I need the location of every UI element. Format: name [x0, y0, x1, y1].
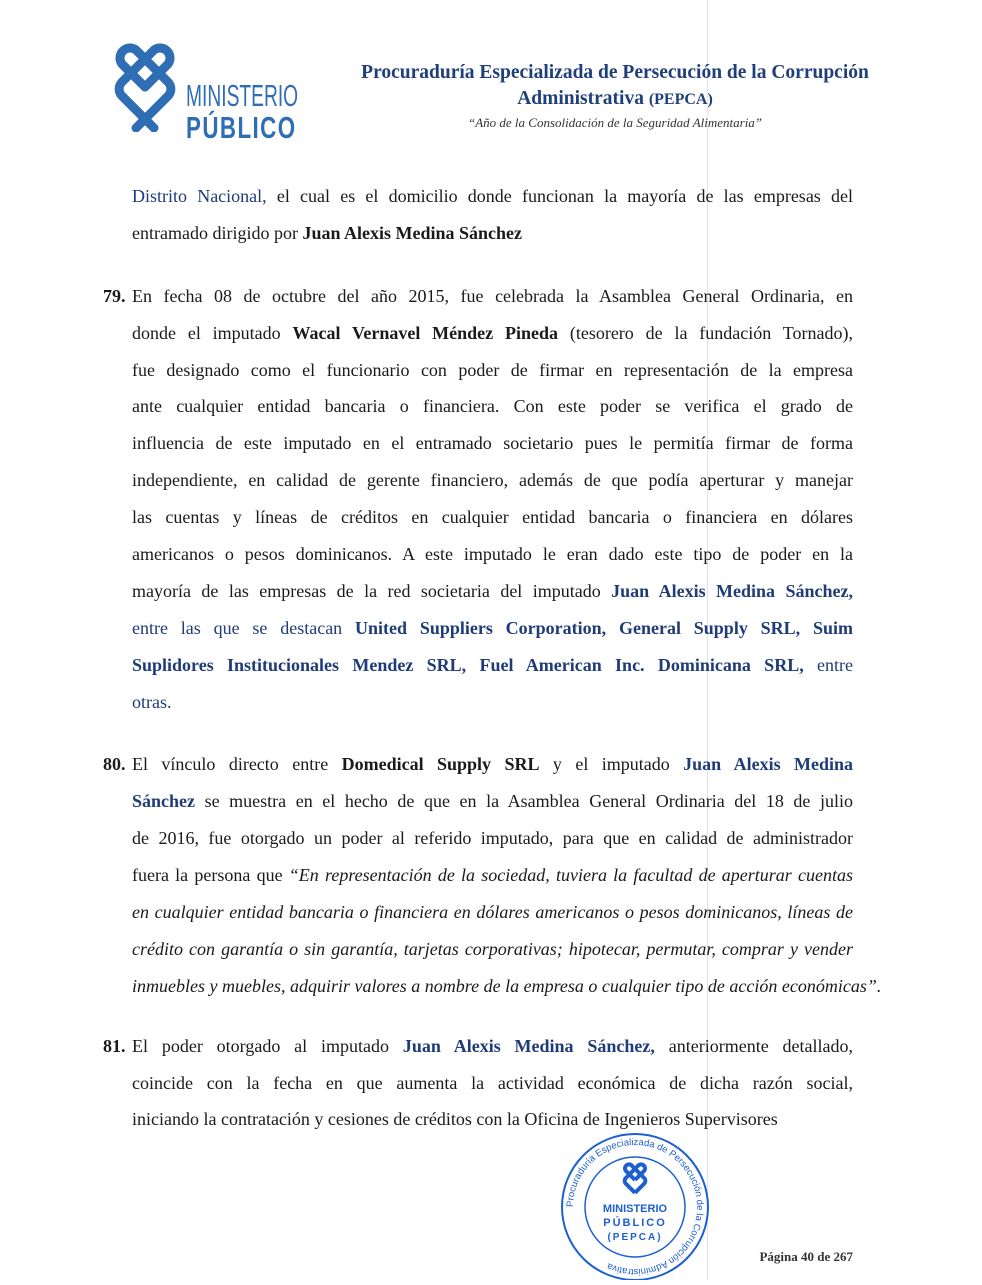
stamp-text-3: (PEPCA) [607, 1232, 663, 1243]
text-segment: influencia de este imputado en el entramado societario pues le permitía firmar de forma [132, 433, 853, 453]
text-segment: Juan Alexis Medina Sánchez, [402, 1036, 655, 1056]
document-header [340, 60, 890, 133]
text-segment: entre las que se destacan [132, 618, 355, 638]
text-segment: Wacal Vernavel Méndez Pineda [292, 323, 558, 343]
text-segment: Juan Alexis Medina Sánchez [302, 223, 522, 243]
text-segment: independiente, en calidad de gerente financiero, además de que podía aperturar y manejar [132, 470, 853, 490]
logo-knot-icon [106, 42, 184, 132]
paragraph-line [132, 543, 853, 565]
text-segment: donde el imputado [132, 323, 293, 343]
stamp-text-1: MINISTERIO [602, 1203, 668, 1215]
paragraph-line [132, 790, 853, 812]
text-segment: fuera la persona que [132, 865, 289, 885]
paragraph-line [132, 901, 853, 923]
header-subtitle [340, 86, 890, 113]
page-number: Página 40 de 267 [759, 1249, 853, 1264]
text-segment: Sánchez [132, 791, 195, 811]
header-title: Procuraduría Especializada de Persecución de la Corrupción [361, 62, 869, 83]
text-segment: inmuebles y muebles, adquirir valores a nombre de la empresa o cualquier tipo de acción económicas”. [132, 976, 882, 996]
text-segment: mayoría de las empresas de la red societaria del imputado [132, 581, 612, 601]
text-segment: El vínculo directo entre [132, 754, 342, 774]
text-segment: americanos o pesos dominicanos. A este imputado le eran dado este tipo de poder en la [132, 544, 853, 564]
paragraph-line [132, 432, 853, 454]
text-segment: Domedical Supply SRL [341, 754, 540, 774]
text-segment: ante cualquier entidad bancaria o financiera. Con este poder se verifica el grado de [132, 396, 853, 416]
text-segment: crédito con garantía o sin garantía, tarjetas corporativas; hipotecar, permutar, comprar y vender [132, 939, 853, 959]
text-segment: En fecha 08 de octubre del año 2015, fue celebrada la Asamblea General Ordinaria, en [132, 286, 853, 306]
logo-text-publico: PÚBLICO [186, 110, 297, 145]
text-segment: El poder otorgado al imputado [132, 1036, 403, 1056]
text-segment: iniciando la contratación y cesiones de créditos con la Oficina de Ingenieros Supervisores [132, 1109, 778, 1129]
paragraph-line [132, 222, 853, 244]
stamp-ring-text: Procuraduría Especializada de Persecución de la Corrupción Administrativa [564, 1136, 706, 1278]
header-subtitle-text: Administrativa [517, 88, 644, 109]
text-segment: Distrito Nacional, [132, 186, 267, 206]
paragraph-line [132, 359, 853, 381]
text-segment: en cualquier entidad bancaria o financiera en dólares americanos o pesos dominicanos, líneas de [132, 902, 853, 922]
text-segment: Juan Alexis Medina [683, 754, 854, 774]
paragraph-line [132, 975, 882, 997]
paragraph-line [132, 864, 853, 886]
text-segment: el cual es el domicilio donde funcionan la mayoría de las empresas del [266, 186, 853, 206]
paragraph-line [132, 691, 853, 713]
paragraph-number: 79. [103, 286, 126, 306]
text-segment: Juan Alexis Medina Sánchez, [611, 581, 853, 601]
text-segment: de 2016, fue otorgado un poder al referido imputado, para que en calidad de administrador [132, 828, 853, 848]
paragraph-line [132, 469, 853, 491]
text-segment: entre [803, 655, 853, 675]
paragraph-line [132, 753, 853, 775]
paragraph-line [132, 322, 853, 344]
text-segment: y el imputado [539, 754, 684, 774]
stamp-text-2: PÚBLICO [603, 1217, 667, 1229]
paragraph-number: 80. [103, 754, 126, 774]
text-segment: “En representación de la sociedad, tuviera la facultad de aperturar cuentas [288, 865, 853, 885]
text-segment: Suplidores Institucionales Mendez SRL, Fuel American Inc. Dominicana SRL, [132, 655, 804, 675]
ministerio-publico-logo [106, 42, 321, 145]
text-segment: fue designado como el funcionario con poder de firmar en representación de la empresa [132, 360, 853, 380]
paragraph-line [132, 506, 853, 528]
text-segment: (tesorero de la fundación Tornado), [558, 323, 854, 343]
text-segment: se muestra en el hecho de que en la Asamblea General Ordinaria del 18 de julio [195, 791, 853, 811]
paragraph-line [132, 654, 853, 676]
paragraph-line [132, 1035, 853, 1057]
paragraph-line [132, 1108, 853, 1130]
paragraph-line [132, 580, 853, 602]
text-segment: coincide con la fecha en que aumenta la actividad económica de dicha razón social, [132, 1073, 853, 1093]
header-abbr: (PEPCA) [648, 91, 713, 108]
text-segment: United Suppliers Corporation, General Supply SRL, Suim [355, 618, 853, 638]
stamp-seal-icon [560, 1132, 710, 1280]
paragraph-line [132, 617, 853, 639]
logo-text-ministerio: MINISTERIO [186, 78, 299, 113]
paragraph-line [132, 185, 853, 207]
paragraph-line [132, 938, 853, 960]
text-segment: entramado dirigido por [132, 223, 303, 243]
paragraph-line [132, 827, 853, 849]
header-motto: “Año de la Consolidación de la Seguridad Alimentaria” [467, 115, 763, 130]
text-segment: las cuentas y líneas de créditos en cualquier entidad bancaria o financiera en dólares [132, 507, 853, 527]
official-stamp [560, 1132, 710, 1280]
paragraph-number: 81. [103, 1036, 126, 1056]
paragraph-line [132, 285, 853, 307]
paragraph-line [132, 395, 853, 417]
paragraph-line [132, 1072, 853, 1094]
text-segment: anteriormente detallado, [654, 1036, 854, 1056]
text-segment: otras. [132, 692, 172, 712]
